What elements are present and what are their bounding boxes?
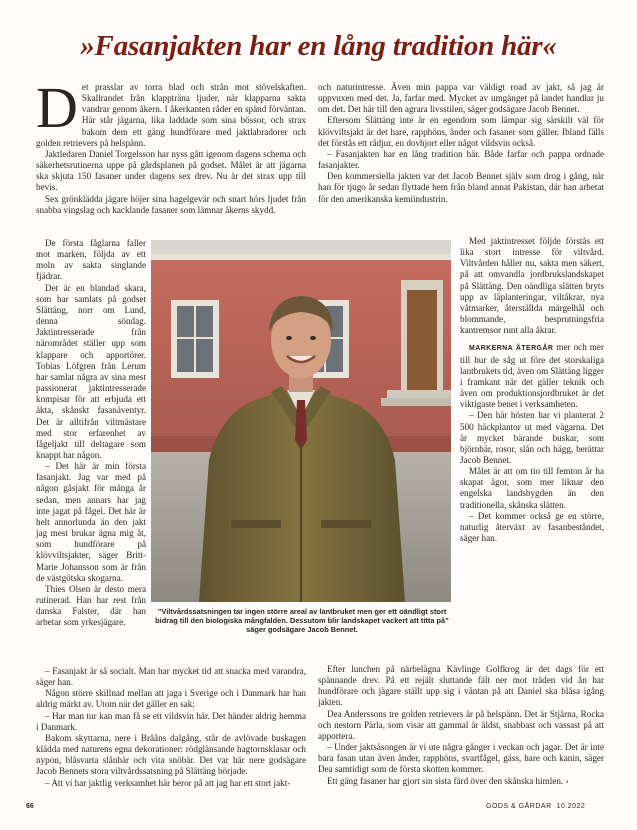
paragraph: De första fåglarna faller mot marken, följda av ett moln av sakta singlande fjädrar. (36, 238, 146, 282)
paragraph: Det är en blandad skara, som har samlats på godset Slättäng, norr om Lund, denna söndag. Jaktintresserade från närområdet ställer upp som klappare och apportörer. Tobias Löfgren från Lerum har samlat några av sina mest passionerat jaktintresserade kompisar för att erbjuda ett äkta, skånskt fasanäventyr. Det är alltifrån viltmästare med stor erfarenhet av fågeljakt till deltagare som knappt har någon. (36, 282, 146, 460)
left-column-bottom (36, 666, 306, 789)
paragraph: – Det kommer också ge en större, naturlig återväxt av fasanbeståndet, säger han. (460, 510, 604, 544)
left-column-narrow (36, 238, 146, 628)
paragraph: Med jaktintresset följde förstås ett lika stort intresse för viltvård. Viltvården håller nu, sakta men säkert, på att omvandla jordbrukslandskapet på Slättäng. Den oändliga slätten bryts upp av läplanteringar, viltåkrar, nya våtmarker, återställda märgelhål och blommande, besprutningsfria kantremsor runt alla åkrar. (460, 236, 604, 336)
article-headline: »Fasanjakten har en lång tradition här« (80, 30, 557, 62)
paragraph: Dea Anderssons tre golden retrievers är på helspänn. Det är Stjärna, Rocka och nestorn Pärla, som visar att gammal är äldst, snabbast och vassast på att apportera. (318, 708, 604, 741)
paragraph: – Under jaktsäsongen är vi ute några gånger i veckan och jagar. Det är inte bara fasan utan även änder, rapphöns, svartfågel, gäss, hare och kanin, säger Dea samtidigt som de första skotten kommer. (318, 742, 604, 775)
paragraph: Sex grönklädda jägare höjer sina hagelgevär och snart hörs ljudet från snabba vingslag och kacklande fasaner som lämnar åkerns skydd. (36, 193, 306, 215)
magazine-name: GODS & GÅRDAR (486, 803, 552, 810)
paragraph: Någon större skillnad mellan att jaga i Sverige och i Danmark har han aldrig märkt av. Utom när det gäller en sak: (36, 688, 306, 710)
paragraph: Målet är att om tio till femton år ha skapat ägor, som mer liknar den engelska landsbygden än den traditionella, skånska slätten. (460, 466, 604, 510)
paragraph: och naturintresse. Även min pappa var väldigt road av jakt, så jag är uppvuxen med det. Ja, farfar med. Mycket av umgänget på landet handlar ju om det. Det här till den agrara livsstilen, säger godsägare Jacob Bennet. (318, 82, 604, 115)
page-number: 66 (26, 803, 34, 810)
right-column-top (318, 82, 604, 205)
left-column-top (36, 75, 306, 216)
paragraph: – Det här är min första fasanjakt. Jag var med på någon gåsjakt för många år sedan, men annars har jag inte jagat på fågel. Det här är helt annorlunda än den jakt jag mest brukar ägna mig åt, som hundförare på klövviltsjakter, säger Britt-Marie Johansson som är från de västgötska skogarna. (36, 461, 146, 583)
paragraph: Thies Olsen är desto mera rutinerad. Han har rest från danska Falster, där han arbetar som yrkesjägare. (36, 583, 146, 628)
subhead-paragraph (460, 342, 604, 410)
paragraph: – Fasanjakt är så socialt. Man har mycket tid att snacka med varandra, säger han. (36, 666, 306, 688)
paragraph-last (318, 776, 604, 787)
right-column-narrow (460, 236, 604, 544)
paragraph: Bakom skyttarna, nere i Brååns dalgång, står de avlövade buskagen klädda med naturens egna dekorationer: rödglänsande hagtornsklasar och nypon, blåsvarta slånbär och vita snöbär. Det var här nere godsägare Jacob Bennets stora viltvårdssatsning på Slättäng började. (36, 732, 306, 777)
paragraph: Eftersom Slättäng inte är en egendom som lämpar sig särskilt väl för klövviltsjakt är det hare, rapphöns, änder och fasaner som gäller. Ibland fälls det förstås ett rådjur, en dovhjort eller något vildsvin också. (318, 115, 604, 148)
paragraph: Efter lunchen på närbelägna Kävlinge Golfkrog är det dags för ett spännande drev. På ett rejält sluttande fält ner mot träden vid ån har hundförare och jägare ställt upp sig i väntan på att Daniel ska blåsa igång jakten. (318, 664, 604, 708)
portrait-photo (151, 240, 451, 602)
paragraph: – Att vi har jaktlig verksamhet här beror på att jag har ett stort jakt- (45, 777, 291, 788)
portrait-illustration (151, 240, 451, 602)
paragraph: Ett gäng fasaner har gjort sin sista färd över den skånska himlen. (327, 775, 564, 786)
end-mark-icon: › (565, 776, 569, 786)
paragraph: Den kommersiella jakten var det Jacob Bennet själv som drog i gång, när han för tjugo år sedan flyttade hem från bland annat Pakistan, där han arbetat för den amerikanska kemiindustrin. (318, 171, 604, 204)
paragraph: mer och mer till hur de såg ut före det storskaliga lantbrukets tid, även om Slättäng ligger i framkant när det gäller teknik och även om produktionsjordbruket är det viktigaste benet i verksamheten. (460, 342, 604, 410)
paragraph: – Har man tur kan man få se ett vildsvin här. Det händer aldrig hemma i Danmark. (36, 710, 306, 732)
right-column-bottom (318, 664, 604, 787)
photo-caption: ”Viltvårdssatsningen tar ingen större areal av lantbruket men ger ett oändligt stort bidrag till den biologiska mångfalden. Dessutom blir landskapet vackert att titta på” säger godsägare Jacob Bennet. (155, 607, 449, 634)
subhead: MARKERNA ÅTERGÅR (469, 345, 554, 353)
paragraph: – Den här hösten har vi planterat 2 500 häckplantor ut med vägarna. Det är mycket bärande buskar, som björnbär, rosor, slån och hägg, berättar Jacob Bennet. (460, 410, 604, 465)
paragraph: et prasslar av torra blad och strån mot stövelskaften. Skallrandet från klappträna ljuder, när klapparna sakta vandrar genom åkern. I åkerkanten råder en spänd förväntan. Här står jägarna, lika laddade som sina bössor, och strax bakom dem ett gäng hundförare med jaktlabradorer och golden retrievers på helspänn. (36, 82, 306, 148)
paragraph: – Fasanjakten har en lång tradition här. Både farfar och pappa ordnade fasanjakter. (318, 148, 604, 171)
drop-cap: D (36, 75, 78, 140)
magazine-folio (486, 803, 585, 810)
issue-number: 10.2022 (556, 803, 586, 810)
paragraph: Jaktledaren Daniel Torgelsson har nyss gått igenom dagens schema och säkerhetsrutinerna uppe på gårdsplanen på godset. Målet är att jägarna ska skjuta 150 fasaner under dagens sex drev. Nu är det strax upp till bevis. (36, 148, 306, 193)
